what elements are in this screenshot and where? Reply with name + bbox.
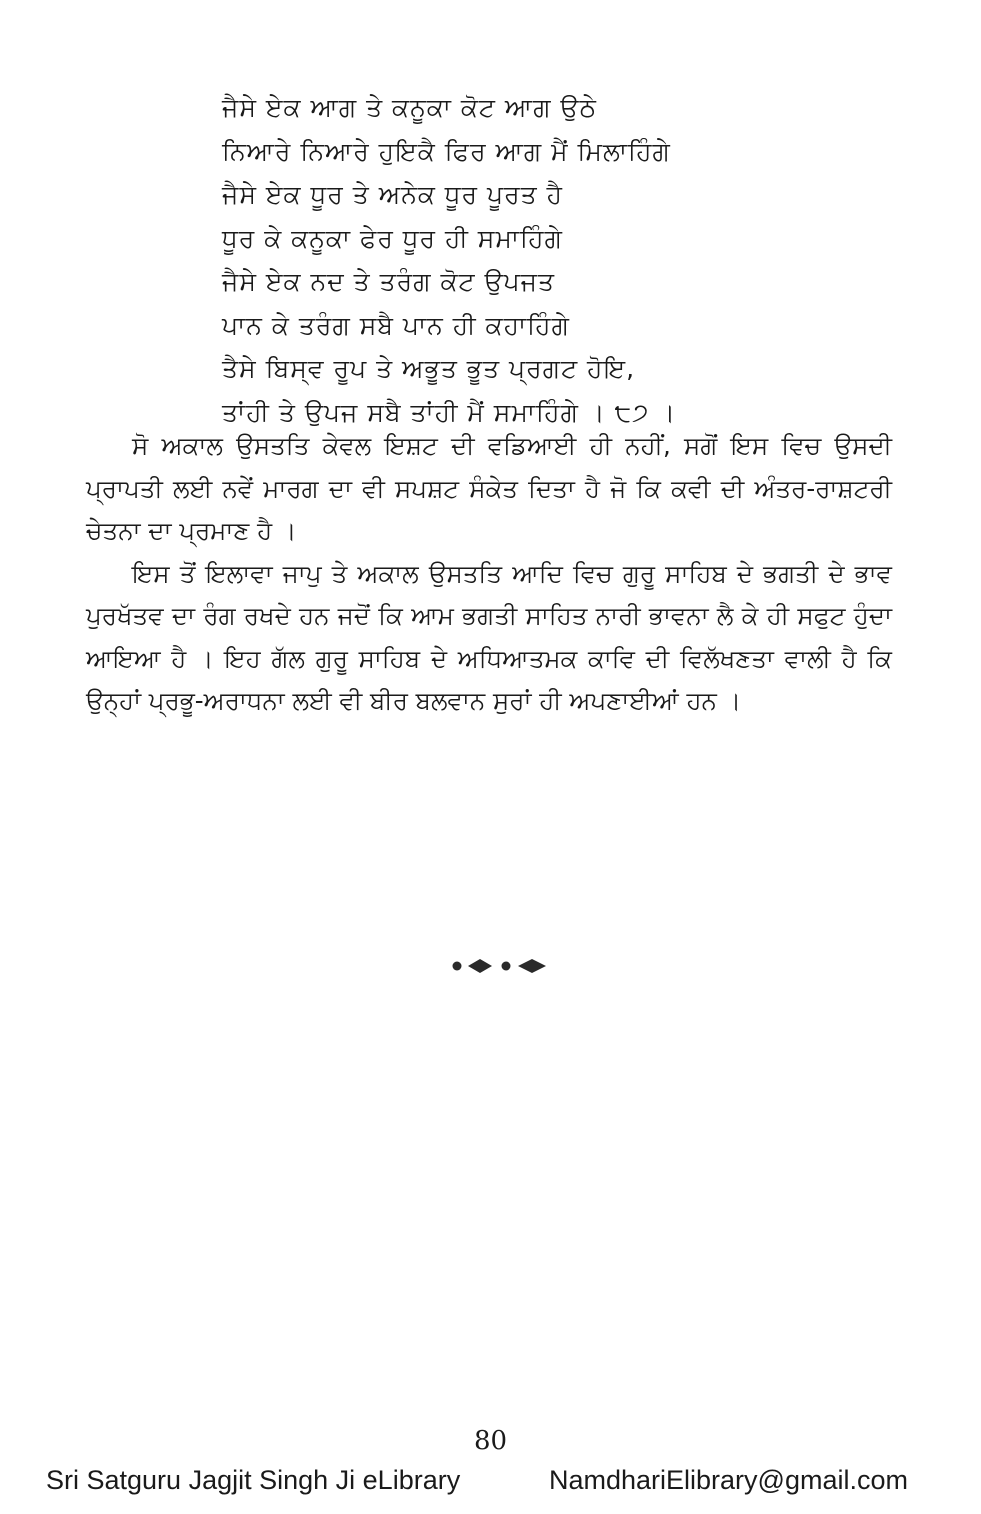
page-number: 80 xyxy=(473,1426,508,1456)
section-divider-ornament-icon xyxy=(450,956,554,976)
verse-block xyxy=(222,86,902,434)
verse-line: ਨਿਆਰੇ ਨਿਆਰੇ ਹੁਇਕੈ ਫਿਰ ਆਗ ਮੈਂ ਮਿਲਾਹਿੰਗੇ xyxy=(222,136,671,166)
verse-line: ਤੈਸੇ ਬਿਸ੍ਵ ਰੂਪ ਤੇ ਅਭੂਤ ਭੂਤ ਪ੍ਰਗਟ ਹੋਇ, xyxy=(222,354,636,383)
verse-line: ਤਾਂਹੀ ਤੇ ਉਪਜ ਸਬੈ ਤਾਂਹੀ ਮੈਂ ਸਮਾਹਿੰਗੇ । ੮੭ । xyxy=(222,397,677,427)
verse-line: ਜੈਸੇ ਏਕ ਆਗ ਤੇ ਕਨੂਕਾ ਕੋਟ ਆਗ ਉਠੇ xyxy=(222,93,597,122)
verse-line: ਜੈਸੇ ਏਕ ਧੂਰ ਤੇ ਅਨੇਕ ਧੂਰ ਪੂਰਤ ਹੈ xyxy=(222,180,563,209)
paragraph: ਇਸ ਤੋਂ ਇਲਾਵਾ ਜਾਪੁ ਤੇ ਅਕਾਲ ਉਸਤਤਿ ਆਦਿ ਵਿਚ ਗੁਰੂ ਸਾਹਿਬ ਦੇ ਭਗਤੀ ਦੇ ਭਾਵ ਪੁਰਖੱਤਵ ਦਾ ਰੰਗ ਰਖਦੇ ਹਨ ਜਦੋਂ ਕਿ ਆਮ ਭਗਤੀ ਸਾਹਿਤ ਨਾਰੀ ਭਾਵਨਾ ਲੈ ਕੇ ਹੀ ਸਫੁਟ ਹੁੰਦਾ ਆਇਆ ਹੈ । ਇਹ ਗੱਲ ਗੁਰੂ ਸਾਹਿਬ ਦੇ ਅਧਿਆਤਮਕ ਕਾਵਿ ਦੀ ਵਿਲੱਖਣਤਾ ਵਾਲੀ ਹੈ ਕਿ ਉਨ੍ਹਾਂ ਪ੍ਰਭੂ-ਅਰਾਧਨਾ ਲਈ ਵੀ ਬੀਰ ਬਲਵਾਨ ਸੁਰਾਂ ਹੀ ਅਪਣਾਈਆਂ ਹਨ । xyxy=(86,558,892,715)
verse-line: ਜੈਸੇ ਏਕ ਨਦ ਤੇ ਤਰੰਗ ਕੋਟ ਉਪਜਤ xyxy=(222,267,556,296)
prose-block xyxy=(86,425,892,723)
footer-email: NamdhariElibrary@gmail.com xyxy=(548,1465,908,1495)
paragraph: ਸੋ ਅਕਾਲ ਉਸਤਤਿ ਕੇਵਲ ਇਸ਼ਟ ਦੀ ਵਡਿਆਈ ਹੀ ਨਹੀਂ, ਸਗੋਂ ਇਸ ਵਿਚ ਉਸਦੀ ਪ੍ਰਾਪਤੀ ਲਈ ਨਵੇਂ ਮਾਰਗ ਦਾ ਵੀ ਸਪਸ਼ਟ ਸੰਕੇਤ ਦਿਤਾ ਹੈ ਜੋ ਕਿ ਕਵੀ ਦੀ ਅੰਤਰ-ਰਾਸ਼ਟਰੀ ਚੇਤਨਾ ਦਾ ਪ੍ਰਮਾਣ ਹੈ । xyxy=(86,431,892,545)
verse-line: ਪਾਨ ਕੇ ਤਰੰਗ ਸਬੈ ਪਾਨ ਹੀ ਕਹਾਹਿੰਗੇ xyxy=(222,310,570,340)
footer-library-name: Sri Satguru Jagjit Singh Ji eLibrary xyxy=(46,1465,461,1495)
verse-line: ਧੂਰ ਕੇ ਕਨੂਕਾ ਫੇਰ ਧੂਰ ਹੀ ਸਮਾਹਿੰਗੇ xyxy=(222,223,563,253)
